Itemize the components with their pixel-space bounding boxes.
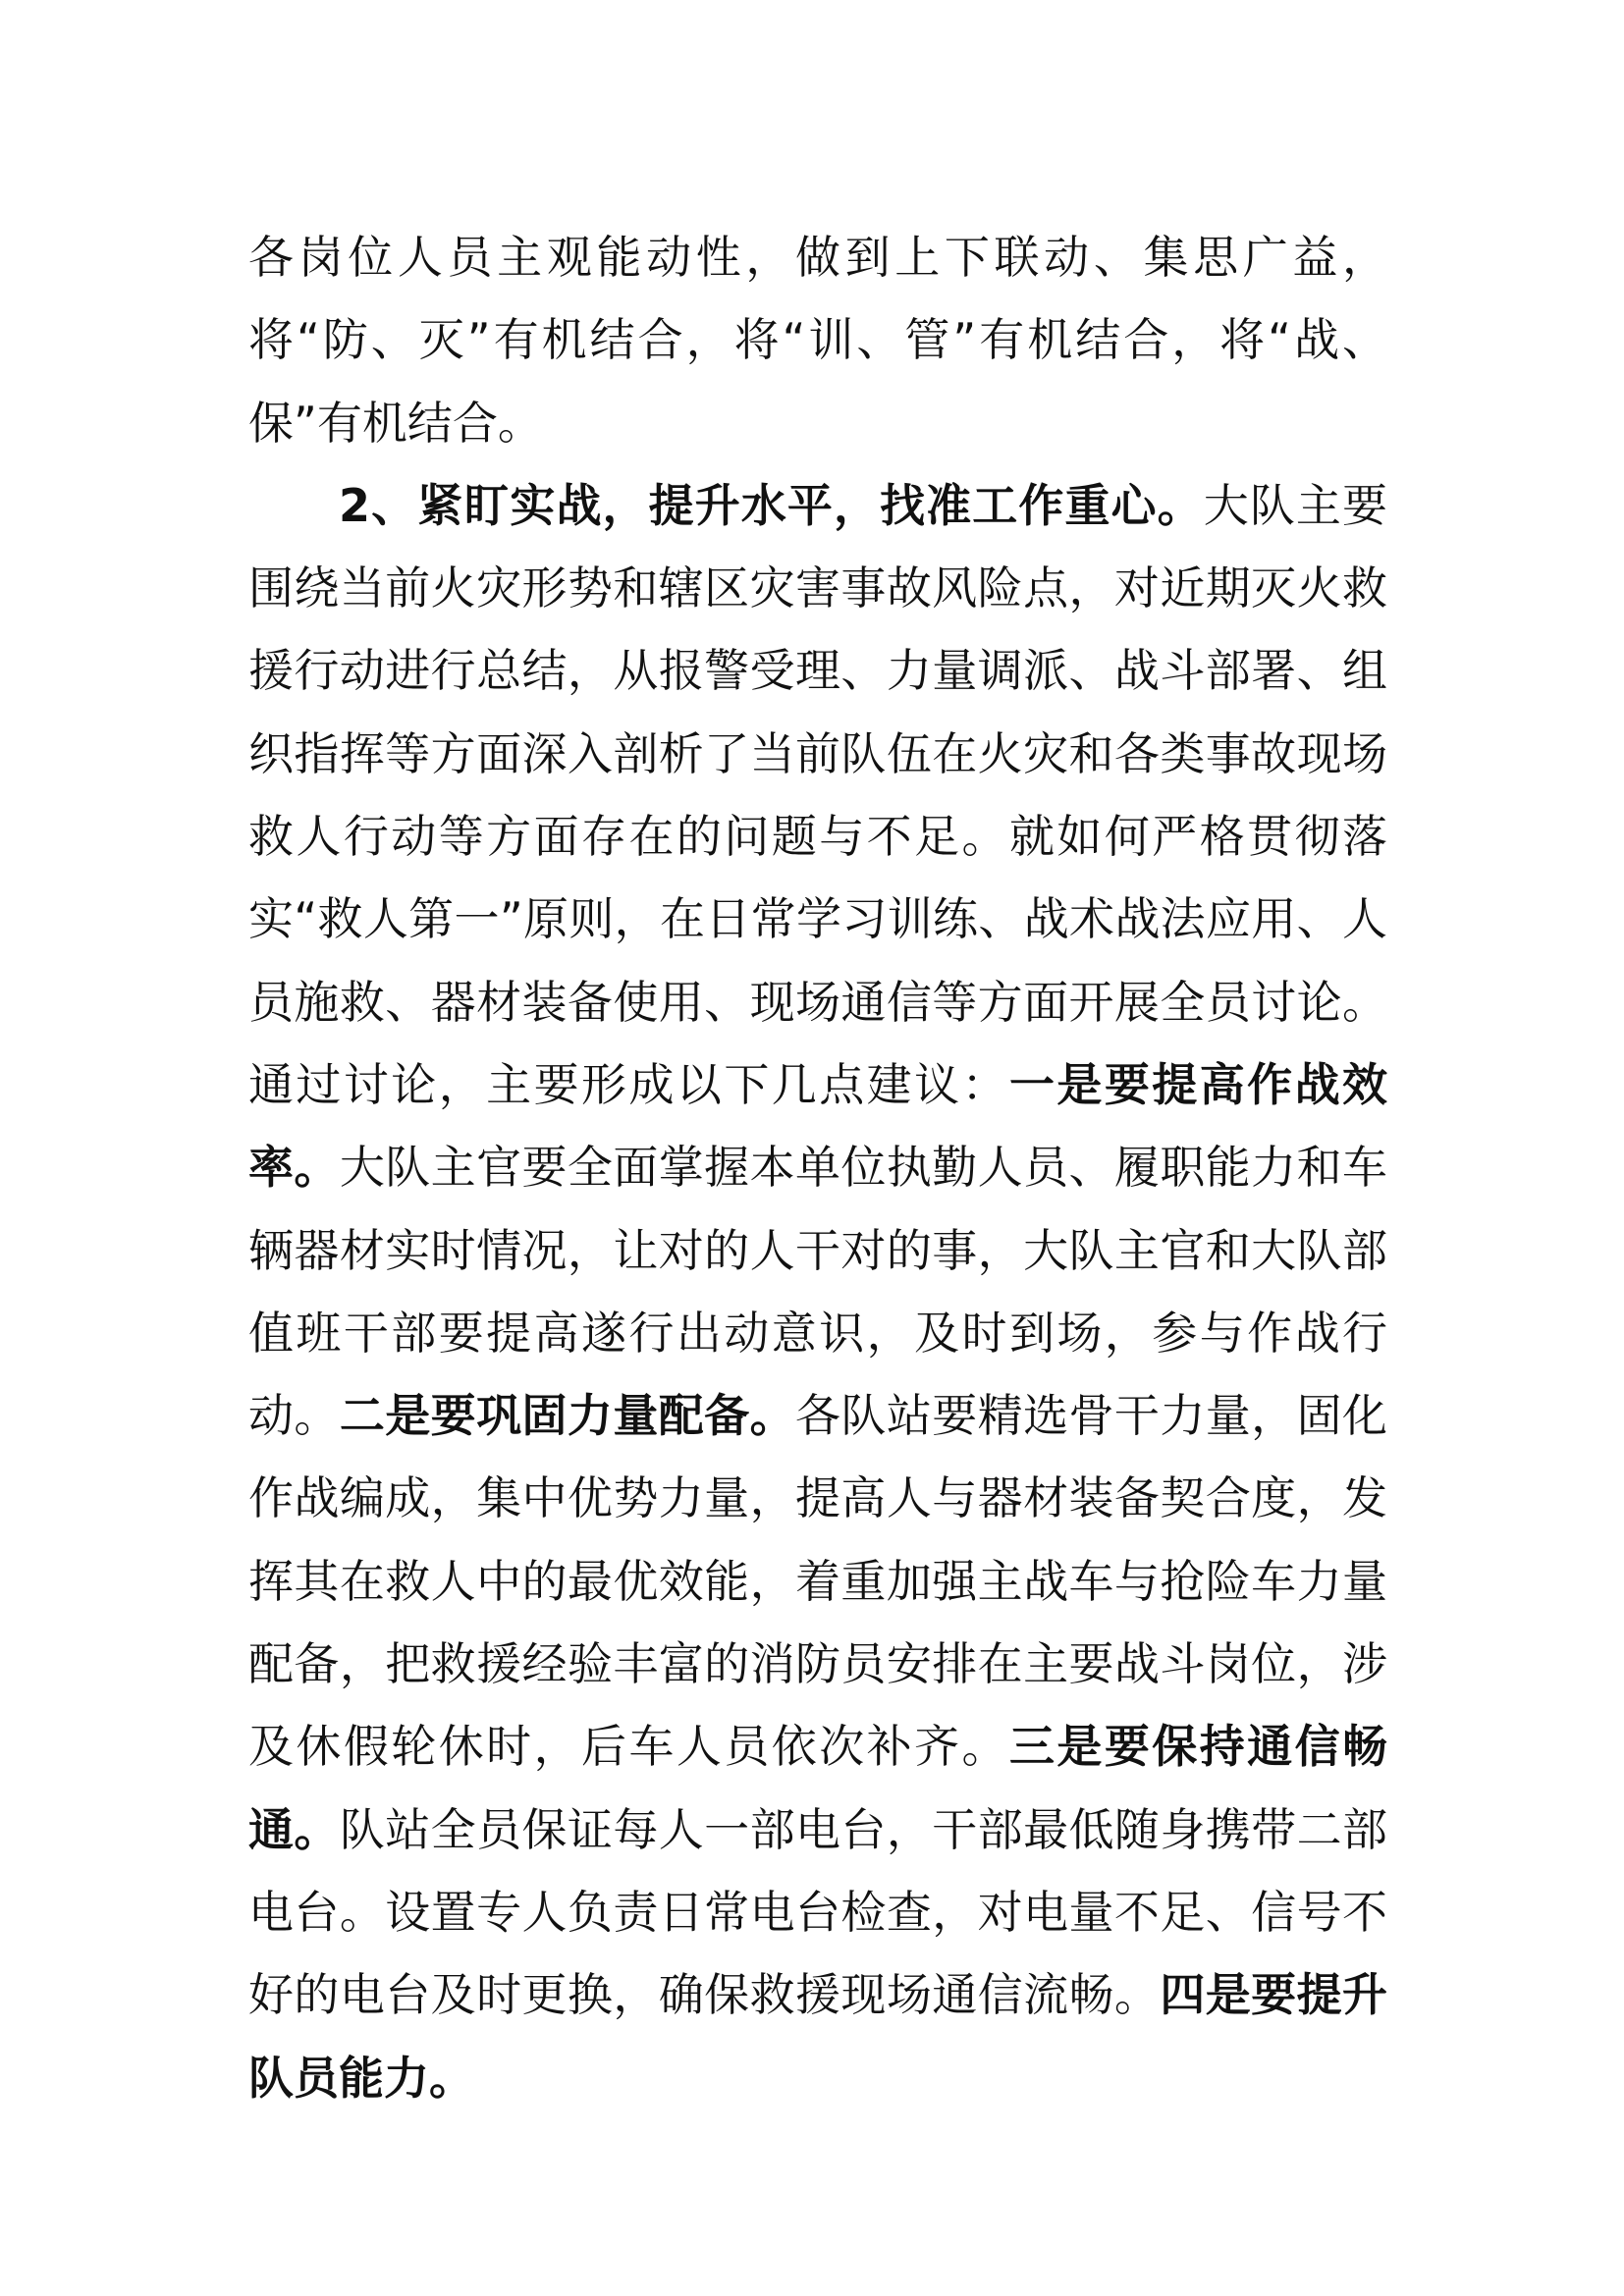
section-2-paragraph (248, 464, 1387, 2119)
document-body (248, 216, 1387, 2119)
section-2-intro: 大队主要围绕当前火灾形势和辖区灾害事故风险点，对近期灭火救援行动进行总结，从报警受理、力量调派、战斗部署、组织指挥等方面深入剖析了当前队伍在火灾和各类事故现场救人行动等方面存在的问题与不足。就如何严格贯彻落实“救人第一”原则，在日常学习训练、战术战法应用、人员施救、器材装备使用、现场通信等方面开展全员讨论。通过讨论，主要形成以下几点建议： (248, 478, 1388, 1111)
point-2-text: 各队站要精选骨干力量，固化作战编成，集中优势力量，提高人与器材装备契合度，发挥其在救人中的最优效能，着重加强主战车与抢险车力量配备，把救援经验丰富的消防员安排在主要战斗岗位，涉及休假轮休时，后车人员依次补齐。 (248, 1389, 1388, 1774)
point-3-text: 队站全员保证每人一部电台，干部最低随身携带二部电台。设置专人负责日常电台检查，对电量不足、信号不好的电台及时更换，确保救援现场通信流畅。 (248, 1802, 1388, 2022)
point-1-text: 大队主官要全面掌握本单位执勤人员、履职能力和车辆器材实时情况，让对的人干对的事，大队主官和大队部值班干部要提高遂行出动意识，及时到场，参与作战行动。 (248, 1141, 1388, 1443)
point-1-title: 一是要提高作战效率。 (248, 1057, 1388, 1195)
point-4-title: 四是要提升队员能力。 (248, 1968, 1388, 2105)
paragraph-continuation: 各岗位人员主观能动性，做到上下联动、集思广益，将“防、灭”有机结合，将“训、管”有机结合，将“战、保”有机结合。 (248, 231, 1387, 450)
point-3-title: 三是要保持通信畅通。 (248, 1720, 1388, 1856)
section-2-heading: 2、紧盯实战，提升水平，找准工作重心。 (339, 478, 1204, 532)
point-2-title: 二是要巩固力量配备。 (339, 1389, 796, 1443)
